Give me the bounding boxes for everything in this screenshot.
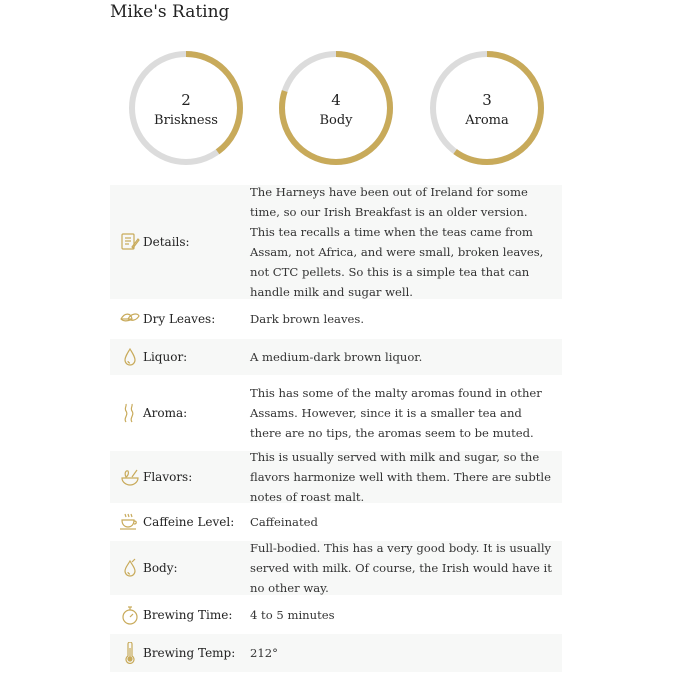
rating-ring-aroma [427,48,547,168]
row-label: Details: [143,235,190,249]
row-label: Dry Leaves: [143,312,216,326]
tea-drop-icon [119,557,141,579]
rating-label: Aroma [465,113,509,128]
rating-value: 4 [331,91,341,109]
row-label: Caffeine Level: [143,515,235,529]
rating-ring-body [276,48,396,168]
row-value: A medium-dark brown liquor. [250,350,423,364]
thermometer-icon [119,642,141,664]
notepad-pen-icon [119,231,141,253]
row-label: Flavors: [143,470,193,484]
body-row [110,541,562,595]
caffeine-row [110,503,562,541]
aroma-row [110,375,562,451]
mortar-bowl-icon [119,466,141,488]
liquor-row [110,339,562,375]
row-label: Aroma: [143,406,188,420]
details-row [110,185,562,299]
row-value: This has some of the malty aromas found in other Assams. However, since it is a smaller tea and there are no tips, the aromas seem to be muted. [250,386,542,440]
row-value: Full-bodied. This has a very good body. It is usually served with milk. Of course, the Irish would have it no other way. [250,541,552,595]
rating-ring-briskness [126,48,246,168]
row-value: 212° [250,646,278,660]
row-label: Brewing Time: [143,607,233,622]
row-value: The Harneys have been out of Ireland for some time, so our Irish Breakfast is an older version. This tea recalls a time when the teas came from Assam, not Africa, and were small, broken leaves, not CTC pellets. So this is a simple tea that can handle milk and sugar well. [250,185,544,299]
tea-details-table [110,185,562,672]
droplet-icon [119,346,141,368]
rating-label: Briskness [154,113,218,128]
rating-label: Body [319,113,353,128]
flavors-row [110,451,562,503]
row-value: Caffeinated [250,515,318,529]
brewing-temp-row [110,634,562,672]
aroma-wave-icon [119,402,141,424]
row-value: 4 to 5 minutes [250,607,335,622]
rating-value: 2 [181,91,191,109]
tea-cup-icon [119,511,141,533]
row-value: Dark brown leaves. [250,312,365,326]
page-title: Mike's Rating [110,2,230,22]
row-label: Liquor: [143,350,188,364]
brewing-time-row [110,595,562,634]
leaves-icon [119,308,141,330]
dry-leaves-row [110,299,562,339]
rating-value: 3 [482,91,492,109]
stopwatch-icon [119,604,141,626]
row-label: Brewing Temp: [143,646,236,660]
row-label: Body: [143,561,178,575]
row-value: This is usually served with milk and sugar, so the flavors harmonize well with them. There are subtle notes of roast malt. [250,450,551,504]
